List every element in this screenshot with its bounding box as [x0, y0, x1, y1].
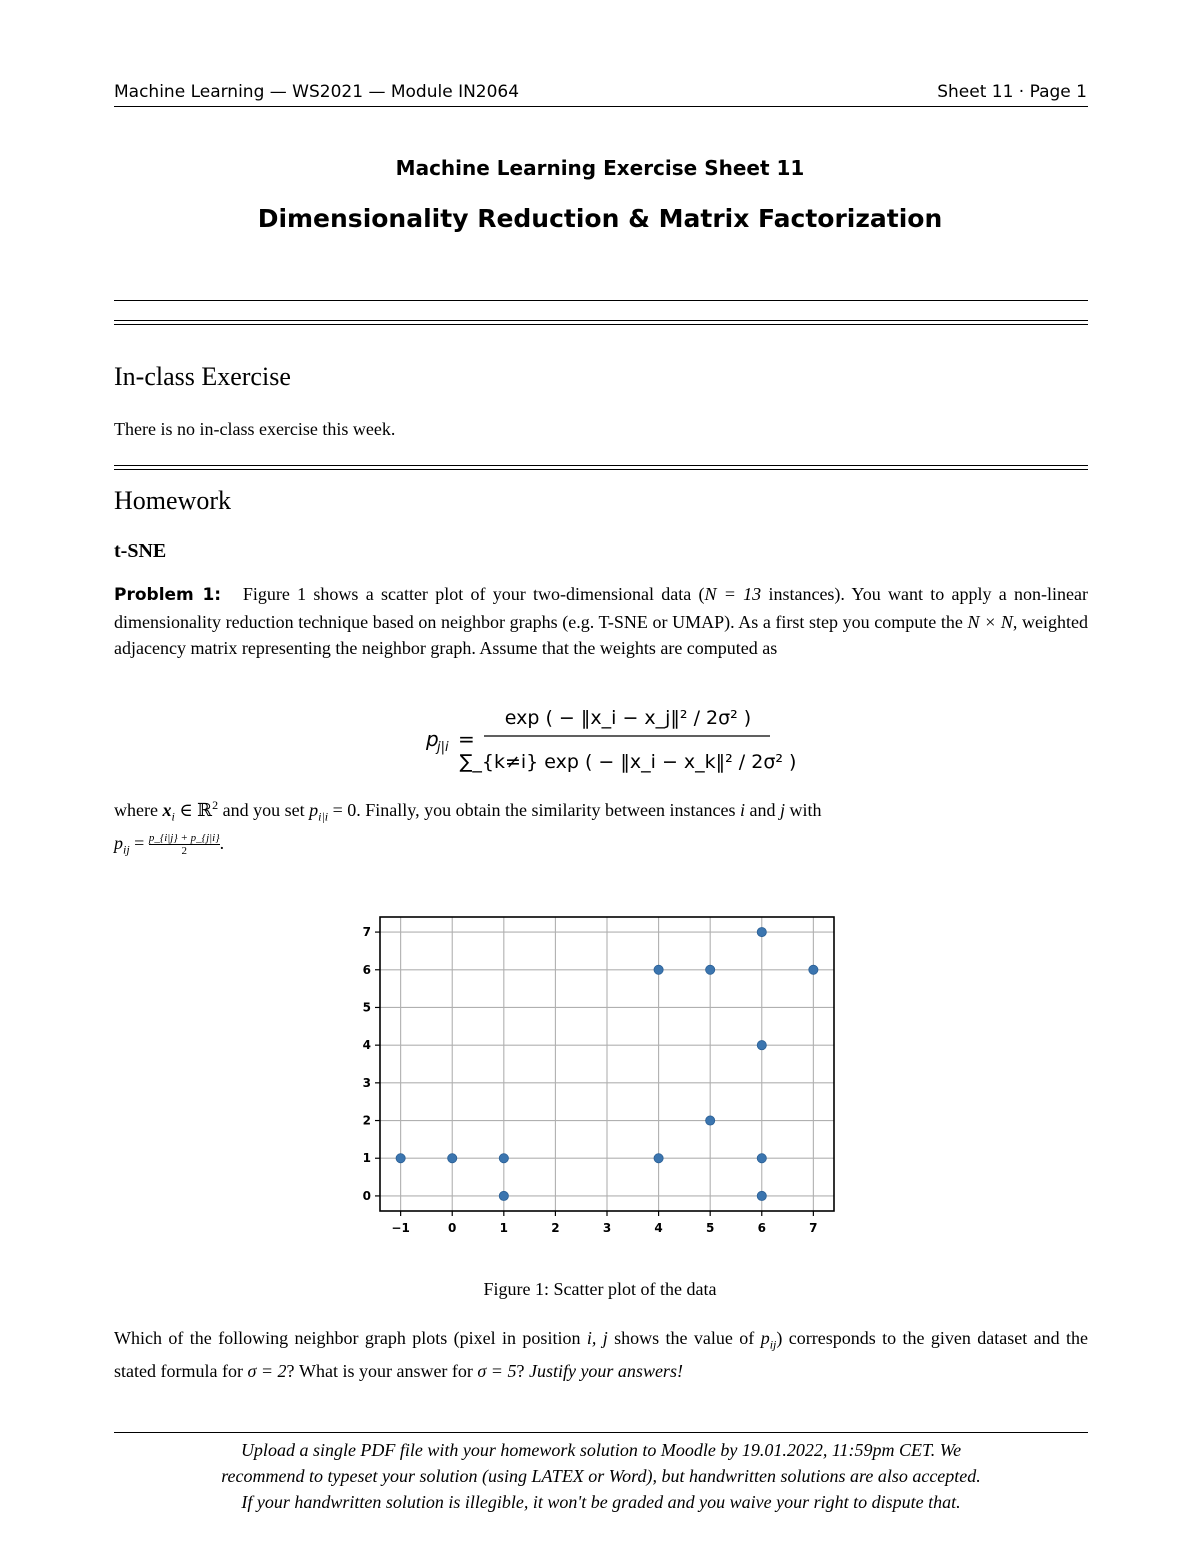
- y-tick-label: 2: [362, 1113, 371, 1128]
- where-with: with: [785, 800, 822, 820]
- scatter-point: [396, 1154, 405, 1163]
- running-header-left: Machine Learning — WS2021 — Module IN2064: [114, 82, 520, 102]
- question-text-4: ? What is your answer for: [286, 1361, 478, 1382]
- y-tick-label: 1: [362, 1151, 371, 1166]
- inclass-text: There is no in-class exercise this week.: [114, 419, 396, 439]
- problem-text-2: instances). You want to apply a non-linear dimensionality reduction technique based on neighbor graphs (e.g. T-SNE or UMAP). As a first step you compute the: [114, 584, 1089, 632]
- pij-symbol: p: [114, 833, 123, 854]
- pij-numerator: p_{i|j} + p_{j|i}: [148, 832, 220, 845]
- problem-label: Problem 1:: [114, 585, 222, 605]
- problem-n: N = 13: [704, 584, 762, 604]
- scatter-point: [706, 965, 715, 974]
- where-text-1: where: [114, 800, 163, 820]
- footer-line-2: recommend to typeset your solution (using LATEX or Word), but handwritten solutions are also accepted.: [221, 1466, 981, 1486]
- footer-rule: [114, 1432, 1088, 1433]
- scatter-point: [809, 965, 818, 974]
- problem-text-3: , weighted adjacency matrix representing the neighbor graph. Assume that the weights are computed as: [114, 611, 1088, 658]
- formula-lhs: p: [426, 727, 439, 751]
- question-ij: i, j: [586, 1328, 608, 1348]
- y-tick-label: 7: [362, 925, 371, 940]
- homework-heading: Homework: [114, 486, 231, 515]
- title-rule: [114, 300, 1088, 301]
- problem-text-1: Figure 1 shows a scatter plot of your two-dimensional data (: [242, 584, 705, 604]
- tsne-subheading: t-SNE: [114, 540, 167, 562]
- where-pii: $p_{i|i}$: [309, 800, 329, 824]
- x-tick-label: 2: [551, 1221, 560, 1235]
- formula-eq: =: [458, 727, 475, 751]
- figure-caption: Figure 1: Scatter plot of the data: [483, 1279, 717, 1299]
- submission-footer: [114, 1437, 1088, 1515]
- x-tick-label: 3: [602, 1221, 612, 1235]
- inclass-heading: In-class Exercise: [114, 362, 291, 391]
- question-paragraph: [114, 1325, 1088, 1385]
- where-in: ∈ ℝ: [174, 800, 213, 820]
- y-tick-label: 3: [362, 1075, 371, 1090]
- x-tick-label: 6: [757, 1221, 766, 1235]
- footer-line-3: If your handwritten solution is illegible, it won't be graded and you waive your right to dispute that.: [241, 1492, 961, 1512]
- section-divider-homework: [114, 465, 1088, 470]
- x-tick-label: 4: [654, 1221, 663, 1235]
- scatter-plot: [350, 905, 850, 1240]
- y-tick-label: 0: [362, 1188, 371, 1203]
- question-pij: $p_{ij}$: [760, 1328, 777, 1352]
- where-text-3: Finally, you obtain the similarity between instances: [360, 800, 740, 820]
- tsne-formula: [0, 694, 1200, 784]
- footer-line-1: Upload a single PDF file with your homework solution to Moodle by 19.01.2022, 11:59pm CET. We: [240, 1440, 962, 1460]
- y-tick-label: 4: [362, 1038, 371, 1053]
- formula-denominator: ∑_{k≠i} exp ( − ‖x_i − x_k‖² / 2σ² ): [459, 751, 797, 773]
- scatter-point: [654, 965, 663, 974]
- x-tick-label: 7: [809, 1221, 818, 1235]
- pij-denominator: 2: [181, 845, 187, 858]
- scatter-point: [757, 1041, 766, 1050]
- pij-lhs: $p_{ij}$: [114, 833, 130, 857]
- section-divider: [114, 320, 1088, 325]
- problem-nxn: N × N: [967, 611, 1013, 632]
- running-header-right: Sheet 11 · Page 1: [937, 82, 1087, 102]
- where-and: and: [745, 800, 781, 820]
- question-sigma2: σ = 2: [247, 1361, 287, 1382]
- formula-lhs-sub: j|i: [437, 740, 449, 755]
- problem-paragraph: [114, 581, 1088, 662]
- where-pii-eq: = 0.: [328, 800, 361, 820]
- question-text-5: ?: [516, 1361, 529, 1382]
- pij-fraction: [149, 832, 220, 857]
- y-tick-label: 6: [362, 962, 371, 977]
- question-pij-symbol: p: [760, 1328, 770, 1348]
- scatter-point: [499, 1154, 508, 1163]
- where-j: j: [780, 800, 786, 820]
- where-pii-symbol: p: [309, 800, 319, 820]
- scatter-point: [706, 1116, 715, 1125]
- scatter-point: [757, 1154, 766, 1163]
- question-text-2: shows the value of: [607, 1328, 761, 1348]
- x-tick-label: 0: [448, 1221, 457, 1235]
- where-xi-symbol: x: [162, 800, 172, 820]
- x-tick-label: −1: [391, 1221, 410, 1235]
- y-tick-label: 5: [362, 1000, 371, 1015]
- sheet-subtitle: Dimensionality Reduction & Matrix Factorization: [257, 204, 943, 233]
- where-xi: $x_i$: [162, 800, 175, 824]
- scatter-point: [757, 927, 766, 936]
- question-text-3: ) corresponds to the given dataset and the stated formula for: [114, 1328, 1088, 1382]
- header-rule: [114, 106, 1088, 107]
- where-paragraph: where $x_i$ ∈ ℝ$^2$ and you set $p_{i|i} = 0$. Finally, you obtain the similarity between instances i and j with $p_{ij}$ = $\frac{p\_\{i|j\} + p\_\{j|i\}}{2}$ .: [114, 798, 822, 858]
- scatter-point: [654, 1154, 663, 1163]
- question-text-1: Which of the following neighbor graph plots (pixel in position: [114, 1328, 587, 1348]
- scatter-point: [448, 1154, 457, 1163]
- x-tick-label: 1: [499, 1221, 508, 1235]
- where-i: i: [740, 800, 746, 820]
- formula-numerator: exp ( − ‖x_i − x_j‖² / 2σ² ): [504, 707, 752, 729]
- question-sigma5: σ = 5: [477, 1361, 517, 1382]
- question-justify: Justify your answers!: [528, 1361, 683, 1382]
- scatter-point: [757, 1191, 766, 1200]
- where-text-2: and you set: [218, 800, 310, 820]
- scatter-point: [499, 1191, 508, 1200]
- sheet-title: Machine Learning Exercise Sheet 11: [395, 156, 805, 180]
- x-tick-label: 5: [706, 1221, 715, 1235]
